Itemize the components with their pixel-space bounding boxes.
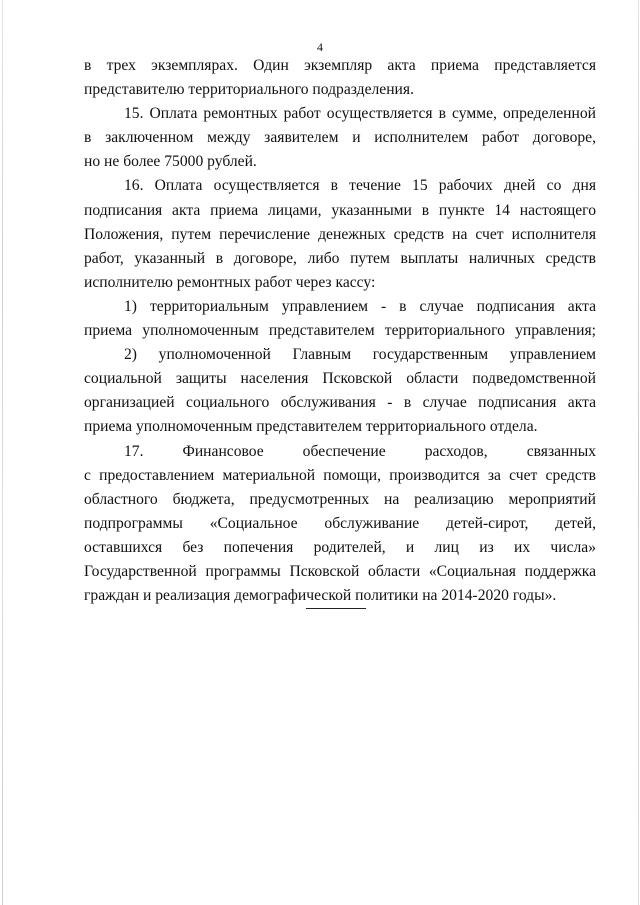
text-line: граждан и реализация демографической политики на 2014-2020 годы». <box>84 587 557 605</box>
text-line: 16. Оплата осуществляется в течение 15 рабочих дней со дня <box>124 177 596 195</box>
text-line: 1) территориальным управлением - в случае подписания акта <box>124 297 596 315</box>
text-line: организацией социального обслуживания - в случае подписания акта <box>84 394 596 412</box>
text-line: подпрограммы «Социальное обслуживание детей-сирот, детей, <box>84 514 596 532</box>
text-line: исполнителю ремонтных работ через кассу: <box>84 273 376 291</box>
text-line: в трех экземплярах. Один экземпляр акта приема представляется <box>84 57 596 74</box>
page-number: 4 <box>317 40 323 54</box>
text-line: представителю территориального подразделения. <box>84 81 414 99</box>
text-line: 2) уполномоченной Главным государственным управлением <box>124 346 596 364</box>
text-line: в заключенном между заявителем и исполнителем работ договоре, <box>84 129 596 147</box>
text-line: Положения, путем перечисление денежных средств на счет исполнителя <box>84 225 596 243</box>
text-line: оставшихся без попечения родителей, и лиц из их числа» <box>84 538 596 556</box>
text-line: приема уполномоченным представителем территориального отдела. <box>84 418 538 436</box>
text-line: приема уполномоченным представителем территориального управления; <box>84 322 596 340</box>
text-line: Государственной программы Псковской области «Социальная поддержка <box>84 562 596 580</box>
text-line: но не более 75000 рублей. <box>84 153 257 171</box>
text-line: 15. Оплата ремонтных работ осуществляется в сумме, определенной <box>124 105 596 123</box>
text-line: 17. Финансовое обеспечение расходов, связанных <box>124 442 596 460</box>
text-line: подписания акта приема лицами, указанными в пункте 14 настоящего <box>84 201 596 219</box>
document-body <box>84 54 596 608</box>
text-line: работ, указанный в договоре, либо путем выплаты наличных средств <box>84 249 596 267</box>
text-line: с предоставлением материальной помощи, производится за счет средств <box>84 466 596 484</box>
scan-edge-right <box>638 0 639 905</box>
text-line: областного бюджета, предусмотренных на реализацию мероприятий <box>84 490 596 508</box>
scan-edge-left <box>2 0 3 905</box>
end-divider <box>306 608 366 609</box>
text-line: социальной защиты населения Псковской области подведомственной <box>84 370 596 388</box>
